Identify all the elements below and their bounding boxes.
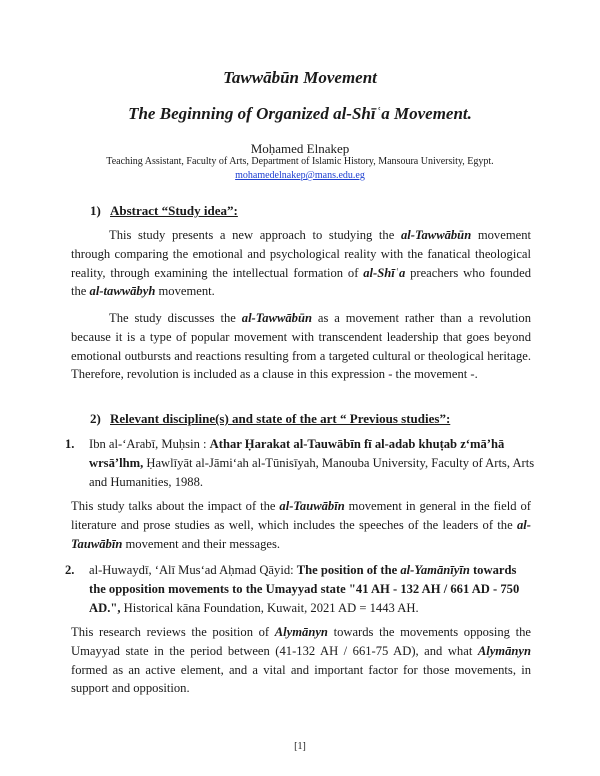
paper-title: Tawwābūn Movement [223, 68, 377, 87]
author-affiliation: Teaching Assistant, Faculty of Arts, Department of Islamic History, Mansoura University, Egypt. [106, 156, 494, 167]
reference-item-2: 2. al-Huwaydī, ‘Alī Mus‘ad Aḥmad Qāyid: The position of the al-Yamānīyīn towards the opposition movements to the Umayyad state "41 AH - 132 AH / 661 AD - 750 AD.", Historical kāna Foundation, Kuwait, 2021 AD = 1443 AH. [65, 563, 520, 615]
page-number: [1] [294, 741, 306, 752]
author-name: Moḥamed Elnakep [250, 141, 350, 156]
reference-number: 2. [65, 563, 75, 577]
section-heading-previous-studies [90, 411, 450, 427]
reference-2-description: This research reviews the position of Alymānyn towards the movements opposing the Umayyad state in the period between (41-132 AH / 661-75 AD), and what Alymānyn formed as an active element, and a vital and important factor for those movements, in support and opposition. [71, 625, 531, 696]
paper-subtitle: The Beginning of Organized al-Shīʿa Movement. [128, 104, 472, 123]
section-number: 1) [90, 203, 101, 218]
abstract-paragraph-1: This study presents a new approach to studying the al-Tawwābūn movement through comparing the emotional and psychological reality with the fanatical theological reality, through examining the intellectual formation of al-Shīʿa preachers who founded the al-tawwābyh movement. [71, 228, 531, 299]
abstract-paragraph-2: The study discusses the al-Tawwābūn as a movement rather than a revolution because it is a type of popular movement with transcendent leadership that goes beyond emotional outbursts and reactions resulting from a targeted cultural or theological heritage. Therefore, revolution is included as a clause in this expression - the movement -. [71, 311, 531, 382]
section-heading-abstract [90, 203, 238, 219]
reference-number: 1. [65, 437, 75, 451]
reference-item-1: 1. Ibn al-‘Arabī, Muḥsin : Athar Ḥarakat al-Tauwābīn fī al-adab khuṭab z‘mā’hā wrsā’lhm, Ḥawlīyāt al-Jāmiʻah al-Tūnisīyah, Manouba University, Faculty of Arts, Arts and Humanities, 1988. [65, 437, 535, 489]
section-title: Relevant discipline(s) and state of the art “ Previous studies”: [110, 411, 451, 426]
author-email-link[interactable]: mohamedelnakep@mans.edu.eg [235, 170, 365, 181]
reference-1-description: This study talks about the impact of the al-Tauwābīn movement in general in the field of literature and prose studies as well, which includes the speeches of the leaders of the al-Tauwābīn movement and their messages. [71, 499, 531, 551]
section-title: Abstract “Study idea”: [110, 203, 238, 218]
section-number: 2) [90, 411, 101, 426]
